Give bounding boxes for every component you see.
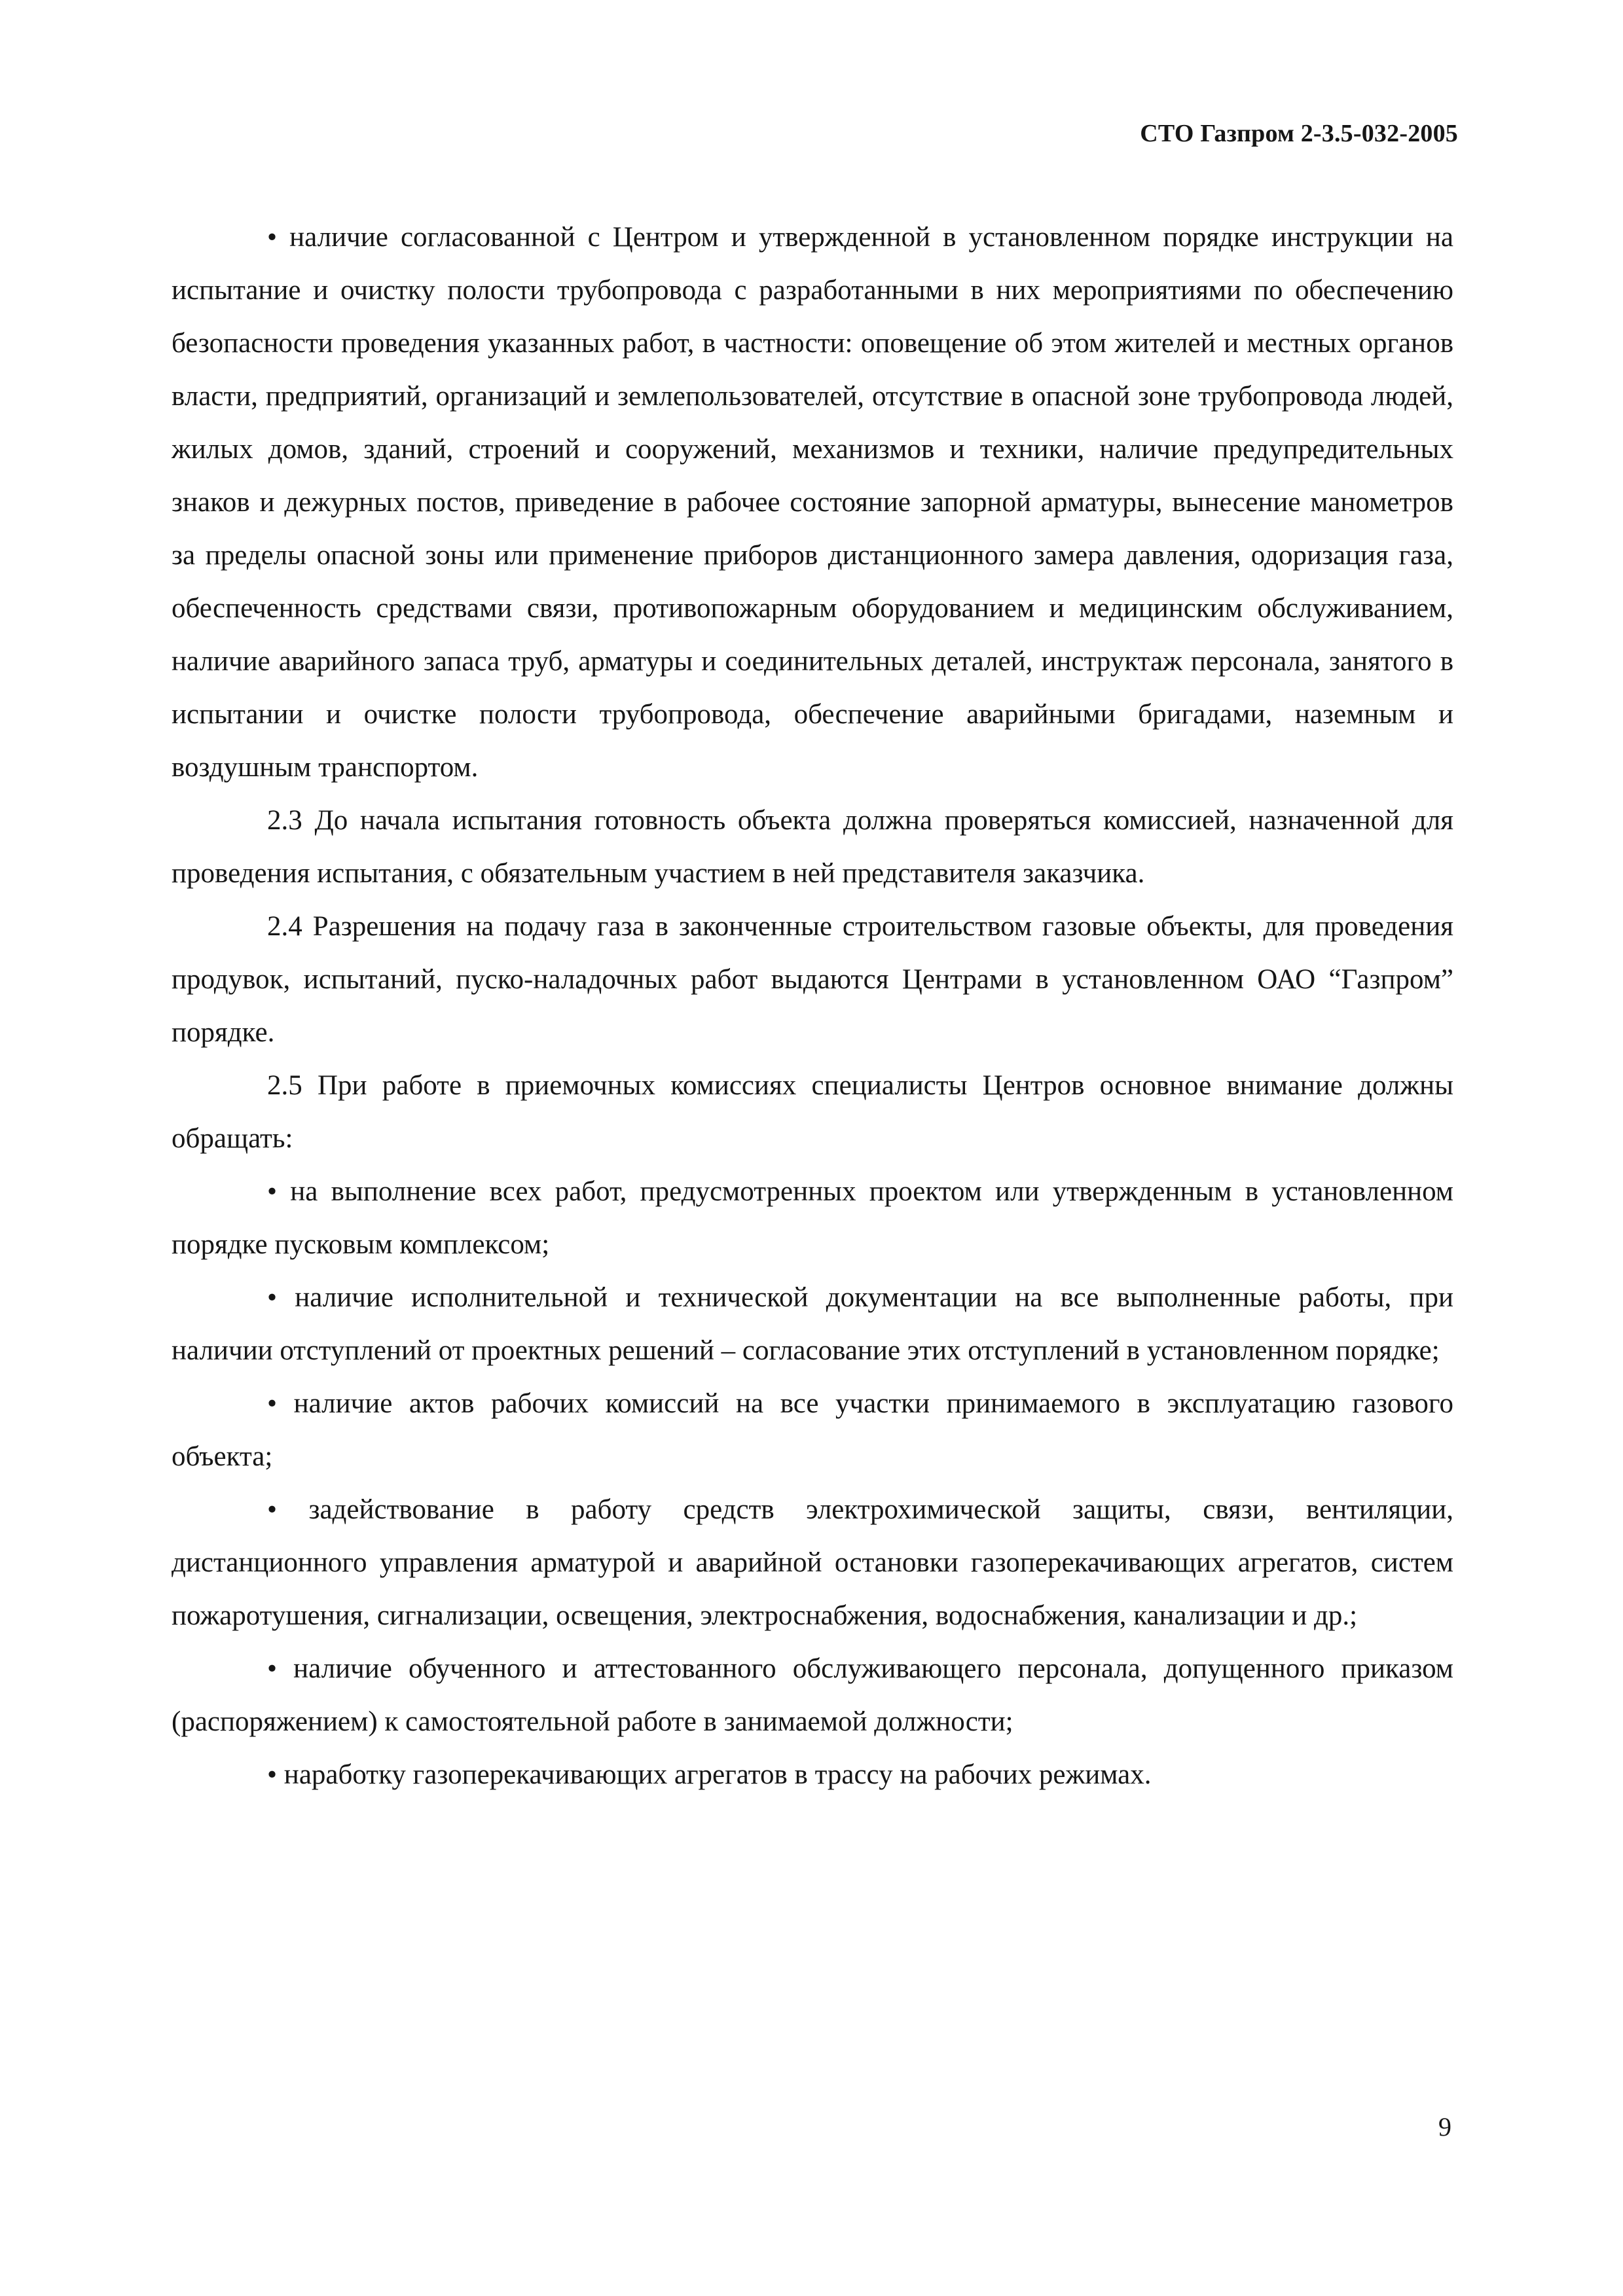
- paragraph-bullet-documentation: • наличие исполнительной и технической документации на все выполненные работы, при наличии отступлений от проектных решений – согласование этих отступлений в установленном порядке;: [172, 1282, 1453, 1366]
- paragraph-bullet-personnel: • наличие обученного и аттестованного обслуживающего персонала, допущенного приказом (распоряжением) к самостоятельной работе в занимаемой должности;: [172, 1653, 1453, 1737]
- page-number: 9: [1438, 2112, 1451, 2142]
- paragraph-bullet-works: • на выполнение всех работ, предусмотренных проектом или утвержденным в установленном порядке пусковым комплексом;: [172, 1176, 1453, 1260]
- paragraph-bullet-operation: • наработку газоперекачивающих агрегатов в трассу на рабочих режимах.: [267, 1759, 1152, 1790]
- paragraph-2-3: 2.3 До начала испытания готовность объекта должна проверяться комиссией, назначенной для проведения испытания, с обязательным участием в ней представителя заказчика.: [172, 805, 1453, 889]
- paragraph-2-5: 2.5 При работе в приемочных комиссиях специалисты Центров основное внимание должны обращать:: [172, 1070, 1453, 1154]
- paragraph-2-4: 2.4 Разрешения на подачу газа в законченные строительством газовые объекты, для проведения продувок, испытаний, пуско-наладочных работ выдаются Центрами в установленном ОАО “Газпром” порядке.: [172, 911, 1453, 1048]
- paragraph-bullet-acts: • наличие актов рабочих комиссий на все участки принимаемого в эксплуатацию газового объекта;: [172, 1388, 1453, 1472]
- document-header: СТО Газпром 2-3.5-032-2005: [1140, 120, 1458, 147]
- paragraph-bullet-instruction: • наличие согласованной с Центром и утвержденной в установленном порядке инструкции на испытание и очистку полости трубопровода с разработанными в них мероприятиями по обеспечению безопасности проведения указанных работ, в частности: оповещение об этом жителей и местных органов власти, предприятий, организаций и землепользователей, отсутствие в опасной зоне трубопровода людей, жилых домов, зданий, строений и сооружений, механизмов и техники, наличие предупредительных знаков и дежурных постов, приведение в рабочее состояние запорной арматуры, вынесение манометров за пределы опасной зоны или применение приборов дистанционного замера давления, одоризация газа, обеспеченность средствами связи, противопожарным оборудованием и медицинским обслуживанием, наличие аварийного запаса труб, арматуры и соединительных деталей, инструктаж персонала, занятого в испытании и очистке полости трубопровода, обеспечение аварийными бригадами, наземным и воздушным транспортом.: [172, 222, 1453, 783]
- paragraph-bullet-systems: • задействование в работу средств электрохимической защиты, связи, вентиляции, дистанционного управления арматурой и аварийной остановки газоперекачивающих агрегатов, систем пожаротушения, сигнализации, освещения, электроснабжения, водоснабжения, канализации и др.;: [172, 1494, 1453, 1631]
- document-body: [172, 211, 1453, 1801]
